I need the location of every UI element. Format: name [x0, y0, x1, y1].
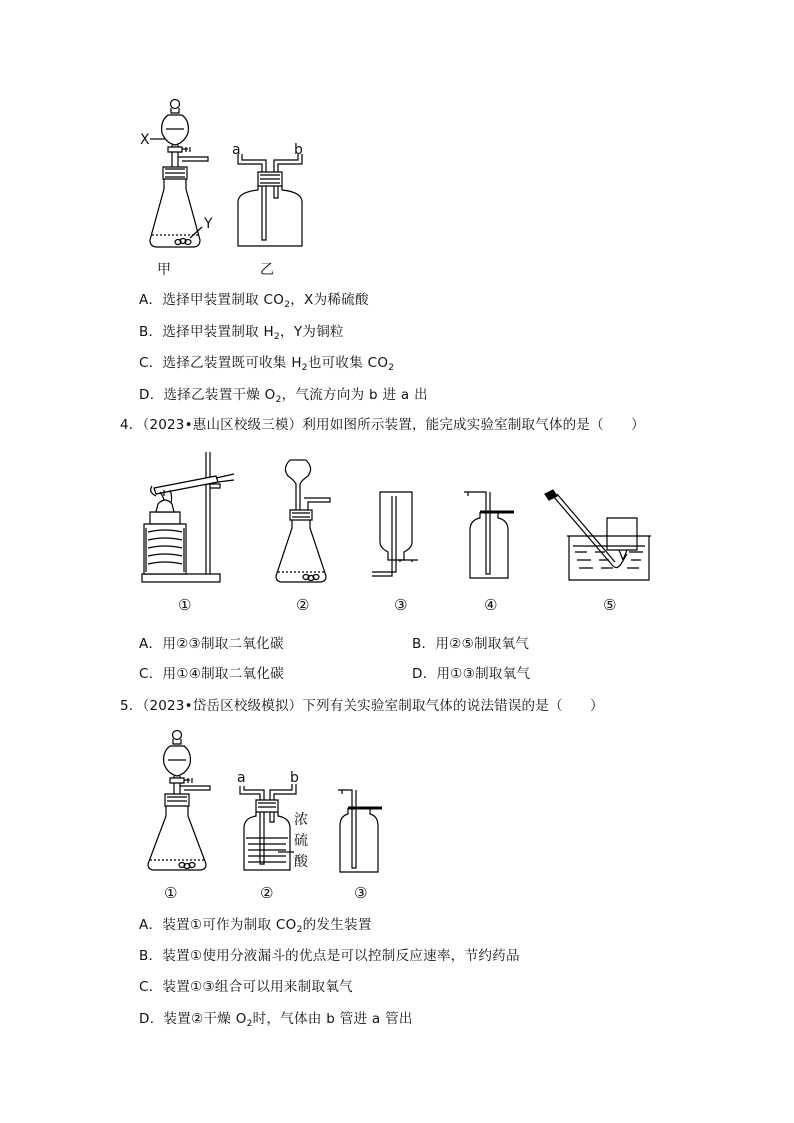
acid-label-1: 浓 [294, 812, 308, 828]
caption-jia: 甲 [157, 262, 171, 278]
acid-label-2: 硫 [294, 833, 308, 849]
label-y: Y [204, 216, 213, 232]
apparatus-q5-1 [140, 726, 220, 876]
label-q5-3: ③ [354, 884, 368, 902]
q3-option-a[interactable]: A．选择甲装置制取 $CO_2$，X为稀硫酸 [139, 292, 369, 310]
q4-stem: 4．（2023•惠山区校级三模）利用如图所示装置，能完成实验室制取气体的是（ ） [120, 417, 645, 433]
q5-stem: 5．（2023•岱岳区校级模拟）下列有关实验室制取气体的说法错误的是（ ） [120, 698, 604, 714]
q5-label-a: a [237, 770, 246, 786]
q4-option-a[interactable]: A．用②③制取二氧化碳 [139, 636, 284, 652]
apparatus-q5-3 [336, 788, 390, 876]
q4-option-d[interactable]: D．用①③制取氧气 [412, 666, 531, 682]
label-q4-1: ① [178, 596, 192, 614]
apparatus-q5-2 [236, 782, 296, 878]
label-q4-5: ⑤ [603, 596, 617, 614]
q5-option-d[interactable]: D．装置②干燥 $O_2$时，气体由 b 管进 a 管出 [139, 1011, 413, 1029]
apparatus-q4-5 [543, 488, 655, 584]
label-q5-1: ① [164, 884, 178, 902]
q3-option-c[interactable]: C．选择乙装置既可收集 $H_2$也可收集 $CO_2$ [139, 355, 395, 373]
apparatus-q4-3 [370, 490, 422, 582]
q3-option-d[interactable]: D．选择乙装置干燥 $O_2$，气流方向为 b 进 a 出 [139, 387, 428, 405]
apparatus-yi [230, 150, 310, 250]
label-b: b [294, 142, 303, 158]
q5-label-b: b [290, 770, 299, 786]
label-q4-2: ② [296, 596, 310, 614]
q5-option-c[interactable]: C．装置①③组合可以用来制取氧气 [139, 979, 353, 995]
q4-option-c[interactable]: C．用①④制取二氧化碳 [139, 666, 284, 682]
q4-option-b[interactable]: B．用②⑤制取氧气 [412, 636, 530, 652]
apparatus-q4-1 [140, 452, 240, 586]
apparatus-q4-2 [270, 458, 340, 586]
apparatus-q4-4 [460, 490, 520, 582]
q5-option-a[interactable]: A．装置①可作为制取 $CO_2$的发生装置 [139, 917, 372, 935]
q5-option-b[interactable]: B．装置①使用分液漏斗的优点是可以控制反应速率，节约药品 [139, 948, 520, 964]
acid-label-3: 酸 [294, 854, 308, 870]
label-x: X [140, 132, 150, 148]
label-q5-2: ② [260, 884, 274, 902]
label-q4-4: ④ [484, 596, 498, 614]
caption-yi: 乙 [260, 262, 274, 278]
label-a: a [232, 142, 241, 158]
label-q4-3: ③ [394, 596, 408, 614]
q3-option-b[interactable]: B．选择甲装置制取 $H_2$，Y为铜粒 [139, 324, 344, 342]
